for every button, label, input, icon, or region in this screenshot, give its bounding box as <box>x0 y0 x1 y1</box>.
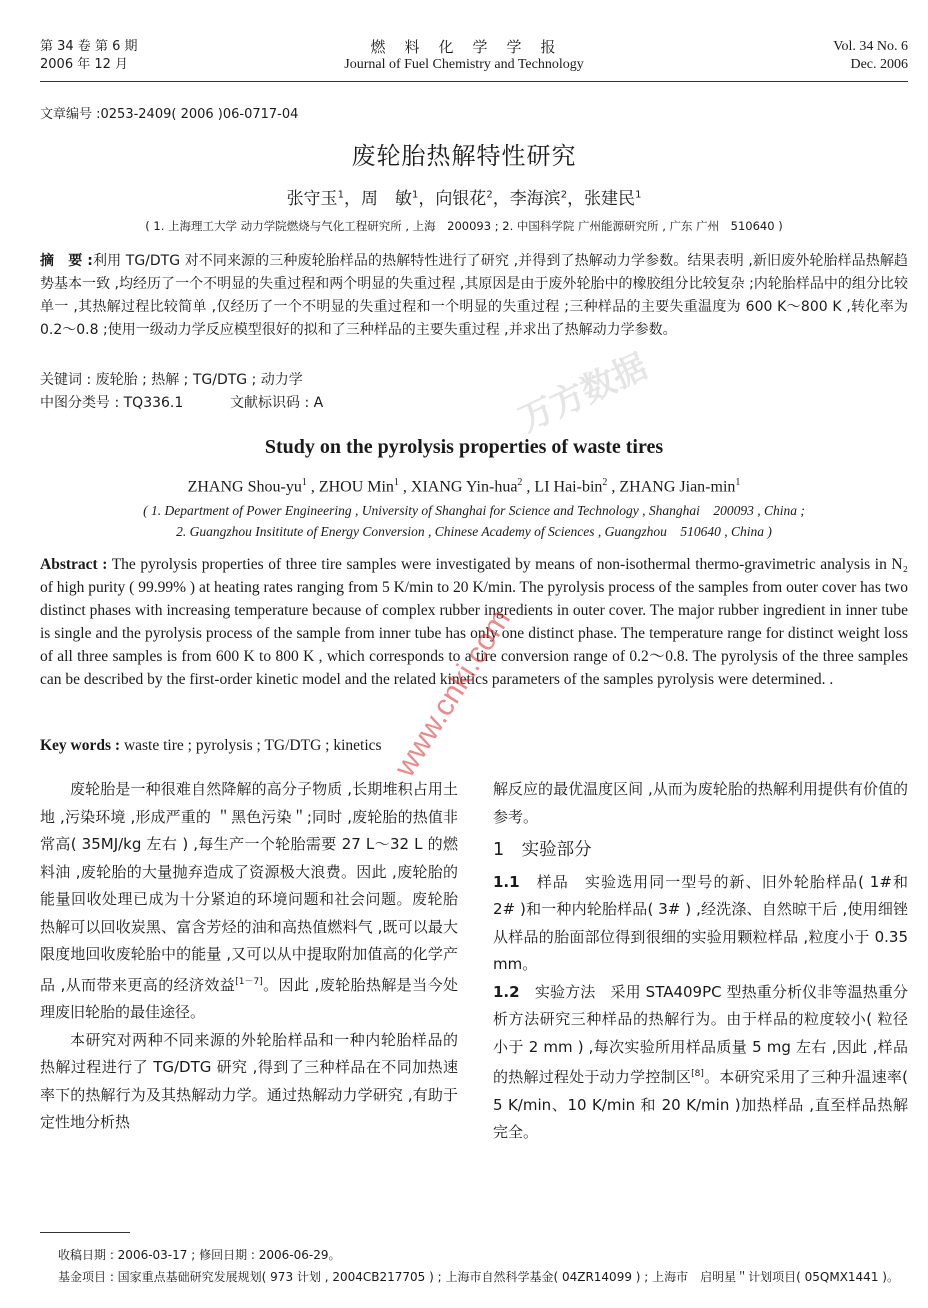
intro-paragraph-1: 废轮胎是一种很难自然降解的高分子物质 ,长期堆积占用土地 ,污染环境 ,形成严重的 ＂黑色污染＂;同时 ,废轮胎的热值非常高( 35MJ/kg 左右 ) ,每生产一个轮胎需要 27 L～32 L 的燃料油 ,废轮胎的大量抛弃造成了资源极大浪费。因此 ,废轮胎的能量回收处理已成为十分紧迫的环境问题和社会问题。废轮胎热解可以回收炭黑、富含芳烃的油和高热值燃料气 ,既可以最大限度地回收废轮胎中的能量 ,又可以从中提取附加值高的化学产品 ,从而带来更高的经济效益[1－7]。因此 ,废轮胎热解是当今处理废旧轮胎的最佳途径。 <box>40 780 458 1021</box>
footnotes <box>58 1244 908 1288</box>
section-1-2: 1.2 实验方法 采用 STA409PC 型热重分析仪非等温热重分析方法研究三种样品的热解行为。由于样品的粒度较小( 粒径小于 2 mm ) ,每次实验所用样品质量 5 mg 左右 ,因此 ,样品的热解过程处于动力学控制区[8]。本研究采用了三种升温速率( 5 K/min、10 K/min 和 20 K/min )加热样品 ,直至样品热解完全。 <box>493 982 908 1141</box>
article-number: 文章编号 :0253-2409( 2006 )06-0717-04 <box>40 107 299 122</box>
section-1-heading: 1 实验部分 <box>493 840 592 860</box>
authors-cn: 张守玉$^1$，周 敏$^1$，向银花$^2$，李海滨$^2$，张建民$^1$ <box>286 189 642 209</box>
journal-name: 燃 料 化 学 学 报 Journal of Fuel Chemistry and Technology <box>344 38 584 72</box>
footnote-rule <box>40 1232 130 1233</box>
header-rule <box>40 81 908 82</box>
abstract-cn: 摘 要 :利用 TG/DTG 对不同来源的三种废轮胎样品的热解特性进行了研究 ,并得到了热解动力学参数。结果表明 ,新旧废外轮胎样品热解趋势基本一致 ,均经历了一个不明显的失重过程和两个明显的失重过程 ,其原因是由于废外轮胎中的橡胶组分比较复杂 ;内轮胎样品中的组分比较单一 ,其热解过程比较简单 ,仅经历了一个不明显的失重过程和一个明显的失重过程 ;三种样品的主要失重温度为 600 K～800 K ,转化率为 0.2～0.8 ;使用一级动力学反应模型很好的拟和了三种样品的主要失重过程 ,并求出了热解动力学参数。 <box>40 253 908 338</box>
intro-paragraph-2: 本研究对两种不同来源的外轮胎样品和一种内轮胎样品的热解过程进行了 TG/DTG 研究 ,得到了三种样品在不同加热速率下的热解行为及其热解动力学。通过热解动力学研究 ,有助于定性地分析热 <box>40 1030 458 1131</box>
wanfang-watermark: 万方数据 <box>513 346 654 441</box>
clc-number: 中图分类号 : TQ336.1 <box>40 395 184 411</box>
title-en: Study on the pyrolysis properties of waste tires <box>264 436 664 458</box>
body-right-column <box>493 776 908 1147</box>
body-left-column <box>40 776 458 1137</box>
journal-issue: 第 34 卷 第 6 期 2006 年 12 月 <box>40 39 138 72</box>
title-cn: 废轮胎热解特性研究 <box>351 142 577 170</box>
received-date: 收稿日期 : 2006-03-17 ; 修回日期 : 2006-06-29。 <box>58 1248 341 1262</box>
url-watermark: www.cnki.com <box>388 603 517 783</box>
keywords-cn: 关键词 : 废轮胎 ; 热解 ; TG/DTG ; 动力学 <box>40 372 303 388</box>
intro-continuation: 解反应的最优温度区间 ,从而为废轮胎的热解利用提供有价值的参考。 <box>493 780 908 826</box>
journal-volume: Vol. 34 No. 6 Dec. 2006 <box>833 39 908 72</box>
funding: 基金项目 : 国家重点基础研究发展规划( 973 计划 , 2004CB217705 ) ; 上海市自然科学基金( 04ZR14099 ) ; 上海市 启明星＂计划项目( 05QMX1441 )。 <box>58 1270 899 1284</box>
keywords-en: Key words : waste tire ; pyrolysis ; TG/DTG ; kinetics <box>40 737 382 754</box>
abstract-en: Abstract : The pyrolysis properties of three tire samples were investigated by means of non-isothermal thermo-gravimetric analysis in N₂ of high purity ( 99.99% ) at heating rates ranging from 5 K/min to 20 K/min. The pyrolysis process of the samples from outer cover has two distinct phases with increasing temperature because of complex rubber ingredients in outer cover. The major rubber ingredient in inner tube is single and the pyrolysis process of the sample from inner tube has only one distinct phase. The temperature range for distinct weight loss of all three samples is from 600 K to 800 K , which corresponds to a tire conversion range of 0.2～0.8. The pyrolysis of the three samples can be described by the first-order kinetic model and the related kinetics parameters of the samples pyrolysis were determined. . <box>40 556 908 688</box>
affiliation-en: ( 1. Department of Power Engineering , University of Shanghai for Science and Technology , Shanghai 200093 , China ; 2. Guangzhou Insititute of Energy Conversion , Chinese Academy of Sciences , Guangzhou 510640 , China ) <box>143 503 805 539</box>
section-1-1: 1.1 样品 实验选用同一型号的新、旧外轮胎样品( 1#和 2# )和一种内轮胎样品( 3# ) ,经洗涤、自然晾干后 ,使用细锉从样品的胎面部位得到很细的实验用颗粒样品 ,粒度小于 0.35 mm。 <box>493 872 908 973</box>
document-code: 文献标识码 : A <box>230 395 324 411</box>
affiliation-cn: ( 1. 上海理工大学 动力学院燃烧与气化工程研究所 , 上海 200093 ; 2. 中国科学院 广州能源研究所 , 广东 广州 510640 ) <box>145 219 783 233</box>
authors-en: ZHANG Shou-$yu^1$ , ZHOU Min$^1$ , XIANG Yin-hua$^2$ , LI Hai-bin$^2$ , ZHANG Jian-$\min^1$ <box>187 477 741 496</box>
